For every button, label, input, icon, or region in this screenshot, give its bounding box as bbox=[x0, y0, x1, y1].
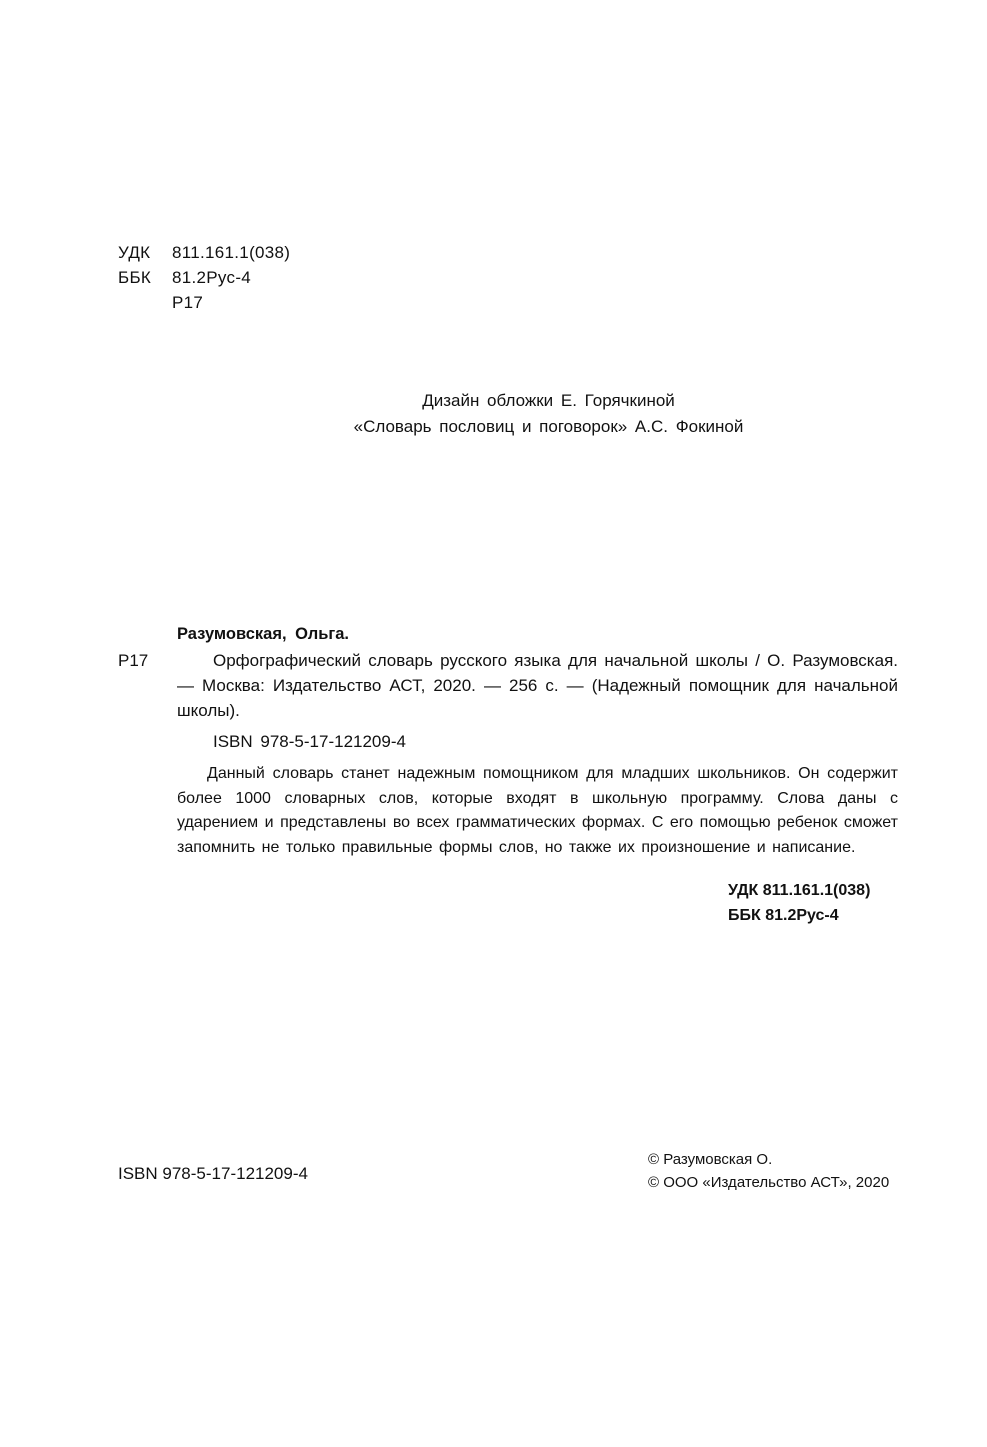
bbk-row bbox=[118, 265, 290, 290]
cover-design-credits bbox=[0, 388, 987, 440]
credit-line-proverbs: «Словарь пословиц и поговорок» А.С. Фокиной bbox=[353, 417, 744, 436]
classification-codes-bottom bbox=[728, 878, 870, 928]
catalog-author: Разумовская, Ольга. bbox=[177, 625, 349, 643]
author-sign: Р17 bbox=[172, 293, 204, 312]
udk-value: 811.161.1(038) bbox=[172, 243, 291, 262]
bbk-value: 81.2Рус-4 bbox=[172, 268, 252, 287]
footer-isbn: ISBN 978-5-17-121209-4 bbox=[118, 1164, 308, 1183]
udk-row bbox=[118, 240, 290, 265]
classification-codes-top bbox=[118, 240, 290, 315]
catalog-isbn: ISBN 978-5-17-121209-4 bbox=[213, 732, 406, 751]
udk-label: УДК bbox=[118, 243, 151, 262]
credit-line-cover: Дизайн обложки Е. Горячкиной bbox=[422, 391, 675, 410]
udk-code: УДК 811.161.1(038) bbox=[728, 882, 871, 899]
copyright-author: © Разумовская О. bbox=[648, 1151, 773, 1168]
bibliographic-description: Орфографический словарь русского языка для начальной школы / О. Разумовская. — Москва: Издательство АСТ, 2020. — 256 с. — (Надежный помощник для начальной школы). bbox=[177, 651, 898, 720]
catalog-author-sign: Р17 bbox=[118, 651, 149, 670]
author-sign-row bbox=[118, 290, 290, 315]
annotation-text: Данный словарь станет надежным помощником для младших школьников. Он содержит более 1000 словарных слов, которые входят в школьную программу. Слова даны с ударением и представлены во всех грамматических формах. С его помощью ребенок сможет запомнить не только правильные формы слов, но также их произношение и написание. bbox=[177, 765, 898, 856]
copyright-publisher: © ООО «Издательство АСТ», 2020 bbox=[648, 1174, 890, 1191]
catalog-card bbox=[118, 620, 898, 860]
bibliographic-block bbox=[118, 648, 898, 723]
bbk-label: ББК bbox=[118, 268, 152, 287]
bbk-code: ББК 81.2Рус-4 bbox=[728, 907, 839, 924]
copyright-block bbox=[648, 1148, 889, 1194]
